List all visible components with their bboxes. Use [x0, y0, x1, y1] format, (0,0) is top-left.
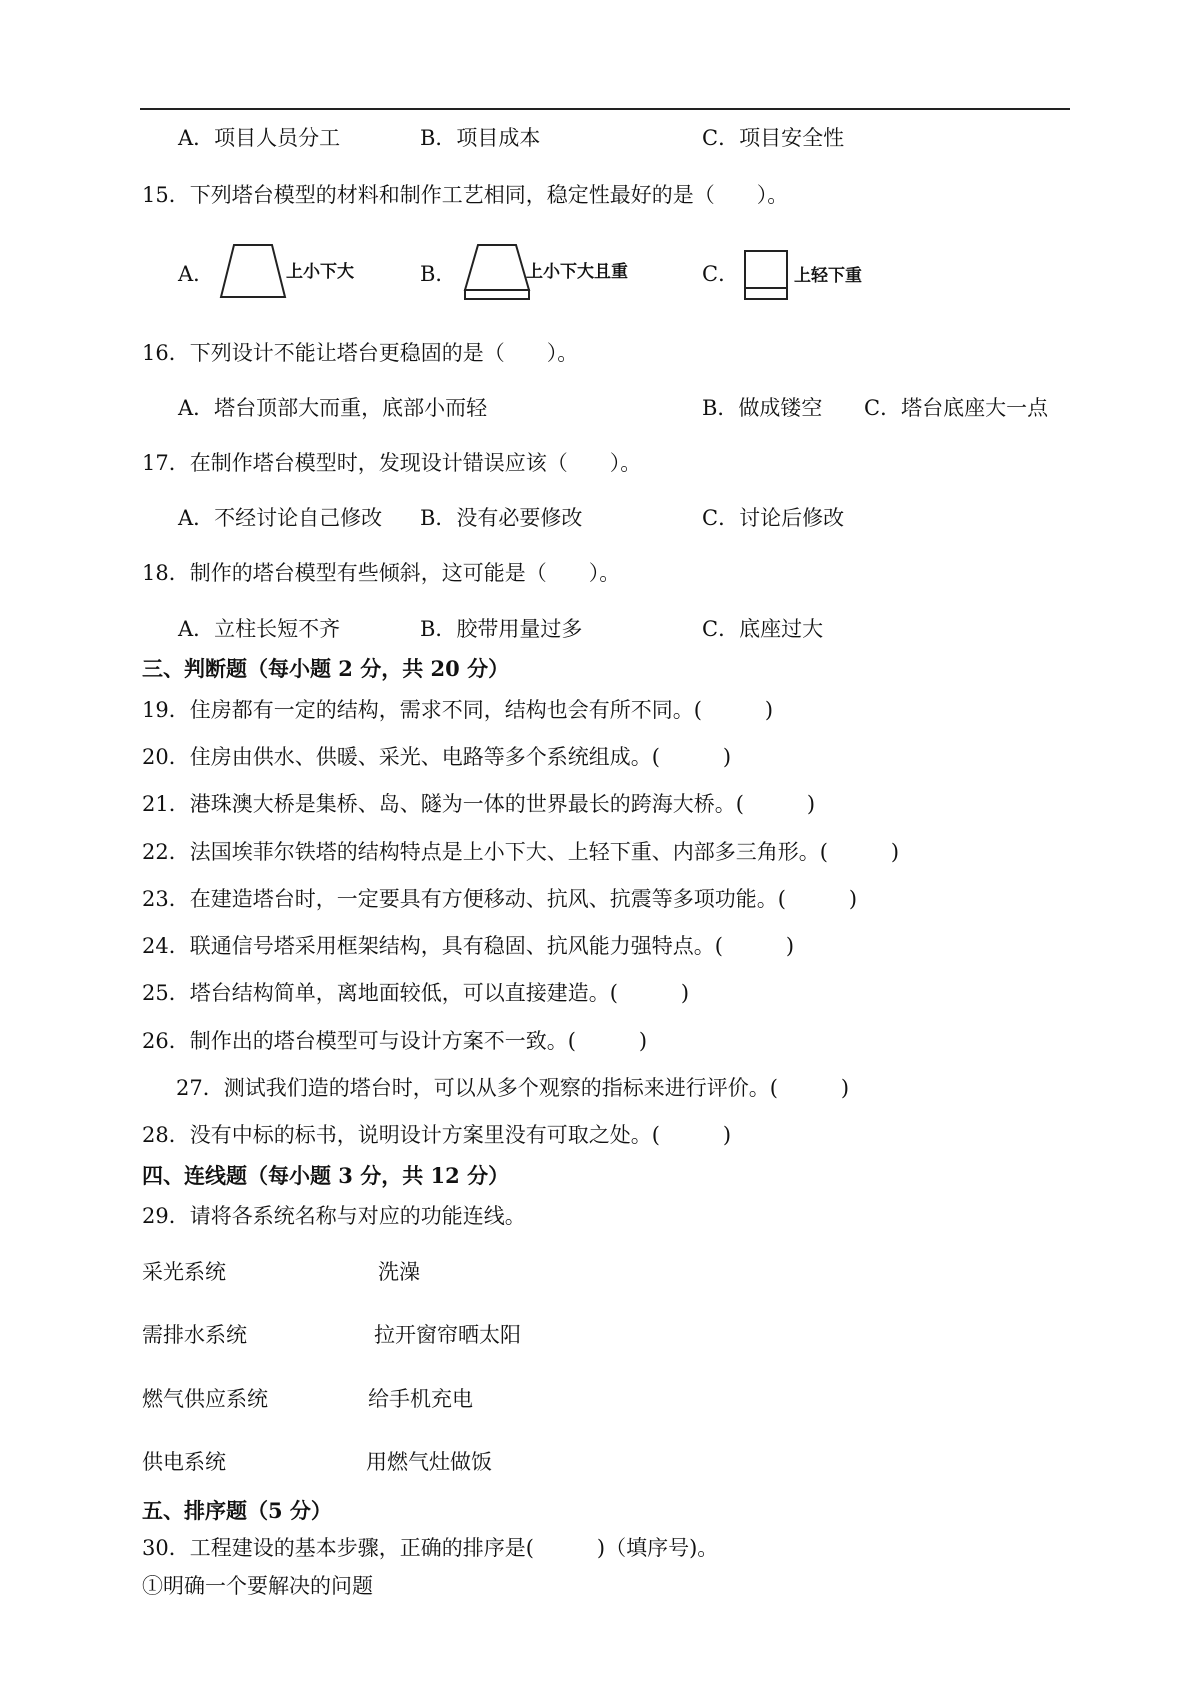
section-4-title: 四、连线题（每小题 3 分，共 12 分）	[142, 1163, 510, 1188]
judgment-item-23: 23．在建造塔台时，一定要具有方便移动、抗风、抗震等多项功能。( )	[142, 887, 858, 911]
q18-option-c[interactable]: C．底座过大	[702, 617, 824, 641]
judgment-item-27: 27．测试我们造的塔台时，可以从多个观察的指标来进行评价。( )	[176, 1076, 850, 1100]
q18-option-a[interactable]: A．立柱长短不齐	[178, 617, 341, 641]
q17-option-b[interactable]: B．没有必要修改	[420, 506, 583, 530]
q15-option-a-label: 上小下大	[286, 262, 354, 282]
judgment-item-20: 20．住房由供水、供暖、采光、电路等多个系统组成。( )	[142, 745, 732, 769]
q15-option-b-label: 上小下大且重	[526, 262, 628, 282]
function-shower[interactable]: 洗澡	[378, 1260, 420, 1284]
judgment-item-28: 28．没有中标的标书，说明设计方案里没有可取之处。( )	[142, 1123, 732, 1147]
q17-option-a[interactable]: A．不经讨论自己修改	[178, 506, 383, 530]
q18-option-b[interactable]: B．胶带用量过多	[420, 617, 583, 641]
judgment-item-24: 24．联通信号塔采用框架结构，具有稳固、抗风能力强特点。( )	[142, 934, 795, 958]
q30-stem: 30．工程建设的基本步骤，正确的排序是( )（填序号)。	[142, 1536, 719, 1560]
q14-option-c[interactable]: C．项目安全性	[702, 126, 845, 150]
q14-option-a[interactable]: A．项目人员分工	[178, 126, 341, 150]
judgment-item-22: 22．法国埃菲尔铁塔的结构特点是上小下大、上轻下重、内部多三角形。( )	[142, 840, 900, 864]
judgment-item-19: 19．住房都有一定的结构，需求不同，结构也会有所不同。( )	[142, 698, 774, 722]
q15-option-c-label: 上轻下重	[794, 266, 862, 286]
q17-stem: 17．在制作塔台模型时，发现设计错误应该（ ）。	[142, 451, 642, 475]
system-name-power[interactable]: 供电系统	[142, 1450, 226, 1474]
q30-step-1: ①明确一个要解决的问题	[142, 1574, 373, 1598]
section-5-title: 五、排序题（5 分）	[142, 1498, 332, 1523]
system-name-lighting[interactable]: 采光系统	[142, 1260, 226, 1284]
q16-option-b[interactable]: B．做成镂空	[702, 396, 823, 420]
judgment-item-26: 26．制作出的塔台模型可与设计方案不一致。( )	[142, 1029, 648, 1053]
q18-stem: 18．制作的塔台模型有些倾斜，这可能是（ ）。	[142, 561, 621, 585]
tower-rectangle-figure	[742, 248, 792, 304]
tower-top-small-bottom-large-figure	[218, 242, 288, 300]
function-cook[interactable]: 用燃气灶做饭	[366, 1450, 492, 1474]
system-name-gas[interactable]: 燃气供应系统	[142, 1387, 268, 1411]
q16-stem: 16．下列设计不能让塔台更稳固的是（ ）。	[142, 341, 579, 365]
function-sunlight[interactable]: 拉开窗帘晒太阳	[374, 1323, 521, 1347]
q14-option-b[interactable]: B．项目成本	[420, 126, 541, 150]
function-charge-phone[interactable]: 给手机充电	[368, 1387, 473, 1411]
q16-option-a[interactable]: A．塔台顶部大而重，底部小而轻	[178, 396, 488, 420]
judgment-item-21: 21．港珠澳大桥是集桥、岛、隧为一体的世界最长的跨海大桥。( )	[142, 792, 816, 816]
q15-stem: 15．下列塔台模型的材料和制作工艺相同，稳定性最好的是（ ）。	[142, 183, 789, 207]
judgment-item-25: 25．塔台结构简单，离地面较低，可以直接建造。( )	[142, 981, 690, 1005]
q17-option-c[interactable]: C．讨论后修改	[702, 506, 845, 530]
q29-stem: 29．请将各系统名称与对应的功能连线。	[142, 1204, 526, 1228]
section-3-title: 三、判断题（每小题 2 分，共 20 分）	[142, 656, 510, 681]
q15-option-c-letter[interactable]: C．	[702, 262, 740, 286]
q15-option-a-letter[interactable]: A．	[178, 262, 215, 286]
q16-option-c[interactable]: C．塔台底座大一点	[864, 396, 1049, 420]
header-rule	[140, 108, 1070, 110]
tower-heavy-base-figure	[462, 242, 532, 304]
q15-option-b-letter[interactable]: B．	[420, 262, 457, 286]
system-name-drainage[interactable]: 需排水系统	[142, 1323, 247, 1347]
